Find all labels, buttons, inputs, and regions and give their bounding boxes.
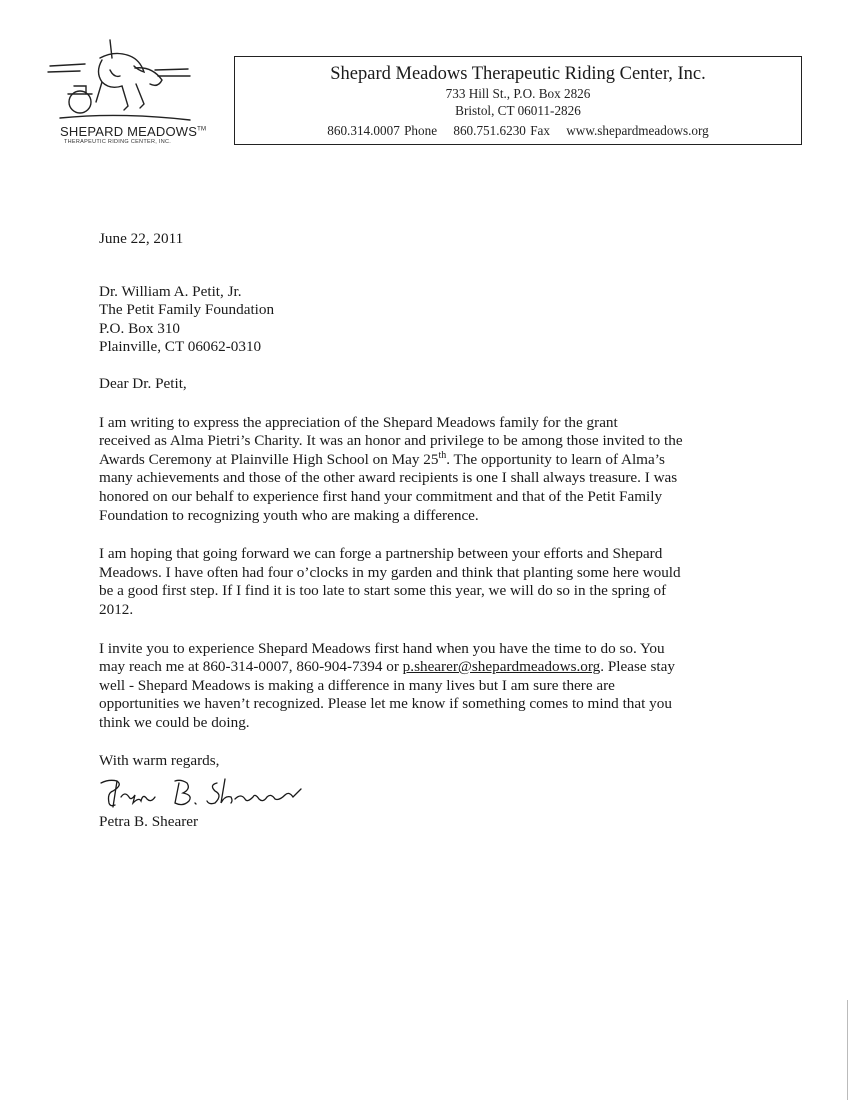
paragraph-line: many achievements and those of the other award recipients is one I shall always treasure. I was bbox=[99, 469, 678, 487]
paragraph-2 bbox=[99, 545, 759, 619]
paragraph-line: Meadows. I have often had four o’clocks in my garden and think that planting some here would bbox=[99, 563, 681, 581]
signer-name: Petra B. Shearer bbox=[99, 812, 199, 830]
city-state-zip: Bristol, CT 06011-2826 bbox=[455, 103, 581, 118]
letter-date: June 22, 2011 bbox=[99, 230, 184, 247]
paragraph-line-text: may reach me at 860-314-0007, 860-904-7394 or bbox=[99, 658, 399, 676]
logo-name-text: SHEPARD MEADOWS bbox=[60, 124, 198, 139]
horse-rider-logo-icon bbox=[40, 36, 210, 126]
closing: With warm regards, bbox=[99, 752, 220, 770]
recipient-po-box: P.O. Box 310 bbox=[99, 319, 181, 337]
paragraph-line-text: . Please stay bbox=[600, 658, 675, 676]
logo-subtitle: THERAPEUTIC RIDING CENTER, INC. bbox=[64, 139, 172, 145]
paragraph-line: Foundation to recognizing youth who are making a difference. bbox=[99, 506, 479, 524]
paragraph-line: be a good first step. If I find it is too late to start some this year, we will do so in the spring of bbox=[99, 582, 667, 600]
paragraph-3 bbox=[99, 640, 759, 733]
salutation: Dear Dr. Petit, bbox=[99, 374, 187, 392]
scan-artifact-line bbox=[847, 1000, 848, 1100]
organization-logo bbox=[40, 36, 210, 166]
fax-number: 860.751.6230 Fax bbox=[453, 123, 550, 138]
paragraph-line bbox=[99, 451, 759, 470]
recipient-organization: The Petit Family Foundation bbox=[99, 301, 275, 319]
logo-name bbox=[60, 124, 206, 139]
paragraph-line: 2012. bbox=[99, 600, 134, 618]
paragraph-line: opportunities we haven’t recognized. Please let me know if something comes to mind that you bbox=[99, 695, 672, 713]
recipient-city: Plainville, CT 06062-0310 bbox=[99, 338, 262, 356]
letterhead bbox=[234, 56, 802, 145]
paragraph-line: well - Shepard Meadows is making a difference in many lives but I am sure there are bbox=[99, 676, 615, 694]
paragraph-line-text: . The opportunity to learn of Alma’s bbox=[446, 450, 665, 468]
contact-line bbox=[235, 122, 801, 139]
paragraph-line: I invite you to experience Shepard Meadows first hand when you have the time to do so. You bbox=[99, 639, 665, 657]
logo-trademark: TM bbox=[197, 126, 207, 133]
letter-body bbox=[99, 230, 759, 831]
recipient-address bbox=[99, 283, 759, 357]
recipient-name: Dr. William A. Petit, Jr. bbox=[99, 282, 242, 300]
email-link[interactable]: p.shearer@shepardmeadows.org bbox=[402, 658, 601, 676]
paragraph-line: honored on our behalf to experience first hand your commitment and that of the Petit Family bbox=[99, 487, 663, 505]
handwritten-signature bbox=[95, 773, 315, 813]
website: www.shepardmeadows.org bbox=[566, 123, 709, 138]
paragraph-line-text: Awards Ceremony at Plainville High School on May 25 bbox=[99, 450, 439, 468]
paragraph-line bbox=[99, 658, 759, 677]
paragraph-line: think we could be doing. bbox=[99, 713, 250, 731]
ordinal-suffix: th bbox=[438, 449, 447, 461]
paragraph-line: I am hoping that going forward we can forge a partnership between your efforts and Shepard bbox=[99, 545, 663, 563]
paragraph-1 bbox=[99, 414, 759, 526]
paragraph-line: I am writing to express the appreciation of the Shepard Meadows family for the grant bbox=[99, 413, 618, 431]
paragraph-line: received as Alma Pietri’s Charity. It was an honor and privilege to be among those invited to the bbox=[99, 432, 683, 450]
phone-number: 860.314.0007 Phone bbox=[327, 123, 438, 138]
organization-name: Shepard Meadows Therapeutic Riding Center, Inc. bbox=[330, 64, 706, 84]
street-address: 733 Hill St., P.O. Box 2826 bbox=[445, 86, 591, 101]
